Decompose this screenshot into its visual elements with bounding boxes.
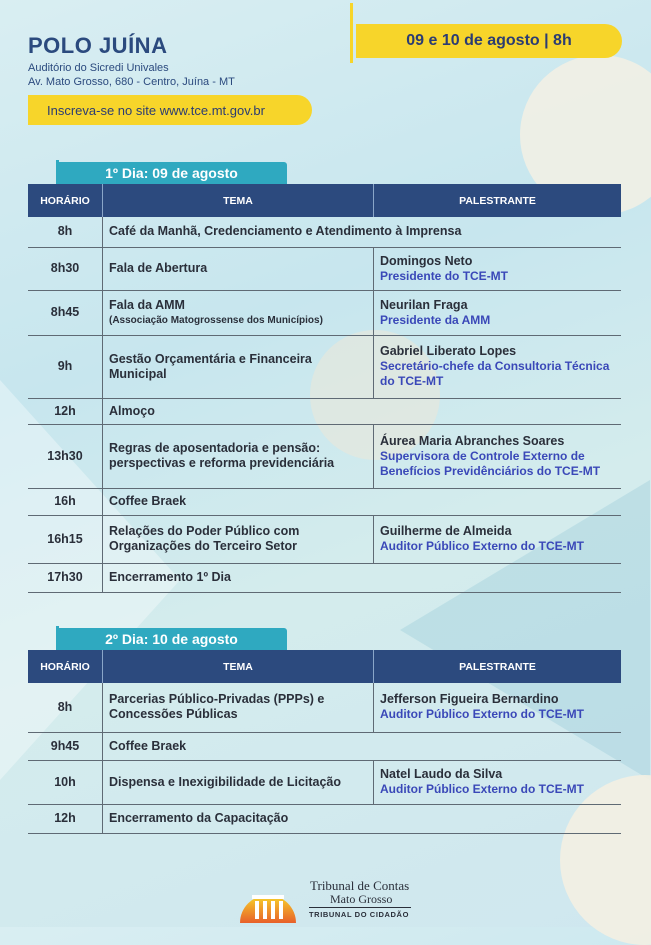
table-row [28, 563, 621, 592]
table-row [28, 247, 621, 290]
row-time: 12h [28, 804, 103, 833]
row-topic-text: Coffee Braek [109, 738, 187, 753]
logo-tagline: TRIBUNAL DO CIDADÃO [309, 910, 410, 919]
table-row [28, 488, 621, 515]
row-topic [103, 335, 374, 398]
speaker-name: Neurilan Fraga [380, 297, 468, 312]
row-time: 8h30 [28, 247, 103, 290]
row-time: 9h45 [28, 732, 103, 760]
day2-schedule-table [28, 650, 621, 834]
speaker-name: Natel Laudo da Silva [380, 767, 503, 781]
row-topic [103, 563, 622, 592]
logo-line2: Mato Grosso [330, 892, 393, 906]
row-time: 8h45 [28, 290, 103, 335]
row-time: 8h [28, 217, 103, 247]
row-speaker [374, 335, 622, 398]
row-topic [103, 424, 374, 488]
page-title: POLO JUÍNA [28, 33, 168, 58]
speaker-name: Gabriel Liberato Lopes [380, 344, 517, 358]
row-topic [103, 488, 622, 515]
row-topic-text: Almoço [109, 403, 155, 418]
row-topic [103, 732, 622, 760]
row-topic-text: Regras de aposentadoria e pensão: perspectivas e reforma previdenciária [109, 441, 335, 470]
row-speaker [374, 290, 622, 335]
speaker-name: Jefferson Figueira Bernardino [380, 692, 559, 707]
day2-tab: 2º Dia: 10 de agosto [56, 628, 287, 650]
row-topic [103, 515, 374, 563]
row-topic-text: Coffee Braek [109, 494, 187, 508]
row-time: 12h [28, 398, 103, 424]
table-row [28, 217, 621, 247]
row-topic [103, 398, 622, 424]
logo-divider [309, 907, 411, 908]
row-speaker [374, 515, 622, 563]
signup-link[interactable]: Inscreva-se no site www.tce.mt.gov.br [28, 95, 312, 125]
table-row [28, 424, 621, 488]
row-topic-text: Gestão Orçamentária e Financeira Municipal [109, 351, 312, 381]
day1-tab: 1º Dia: 09 de agosto [56, 162, 287, 184]
table-row [28, 732, 621, 760]
speaker-role: Presidente do TCE-MT [380, 268, 509, 283]
row-time: 9h [28, 335, 103, 398]
day1-schedule-table [28, 184, 621, 593]
speaker-name: Áurea Maria Abranches Soares [380, 433, 565, 448]
column-header-topic: TEMA [103, 184, 374, 217]
row-topic-text: Fala da AMM [109, 297, 185, 312]
row-topic-text: Dispensa e Inexigibilidade de Licitação [109, 774, 342, 789]
speaker-role: Supervisora de Controle Externo de Benefícios Previdênciários do TCE-MT [380, 448, 601, 478]
column-header-speaker: PALESTRANTE [374, 650, 622, 683]
speaker-role: Auditor Público Externo do TCE-MT [380, 539, 584, 553]
speaker-role: Secretário-chefe da Consultoria Técnica do TCE-MT [380, 359, 610, 388]
speaker-role: Auditor Público Externo do TCE-MT [380, 707, 584, 722]
row-topic [103, 217, 622, 247]
row-topic-text: Encerramento da Capacitação [109, 811, 289, 825]
row-speaker [374, 424, 622, 488]
table-row [28, 683, 621, 732]
row-topic [103, 247, 374, 290]
table-row [28, 515, 621, 563]
table-header-row [28, 184, 621, 217]
table-row [28, 760, 621, 804]
row-topic-text: Relações do Poder Público com Organizações do Terceiro Setor [109, 524, 300, 553]
table-row [28, 290, 621, 335]
column-header-time: HORÁRIO [28, 650, 103, 683]
column-header-topic: TEMA [103, 650, 374, 683]
row-time: 13h30 [28, 424, 103, 488]
table-header-row [28, 650, 621, 683]
venue-name: Auditório do Sicredi Univales [28, 62, 169, 74]
tce-columns-logo-icon [238, 873, 298, 923]
column-header-time: HORÁRIO [28, 184, 103, 217]
row-time: 10h [28, 760, 103, 804]
row-time: 17h30 [28, 563, 103, 592]
row-speaker [374, 760, 622, 804]
row-topic [103, 683, 374, 732]
row-topic-subtitle: (Associação Matogrossense dos Municípios) [109, 314, 323, 326]
row-topic [103, 760, 374, 804]
speaker-name: Domingos Neto [380, 253, 473, 268]
logo-line1: Tribunal de Contas [310, 878, 410, 893]
row-speaker [374, 683, 622, 732]
row-time: 16h15 [28, 515, 103, 563]
speaker-name: Guilherme de Almeida [380, 524, 512, 538]
column-header-speaker: PALESTRANTE [374, 184, 622, 217]
table-row [28, 398, 621, 424]
row-topic-text: Café da Manhã, Credenciamento e Atendimento à Imprensa [109, 224, 462, 239]
row-time: 8h [28, 683, 103, 732]
venue-address: Av. Mato Grosso, 680 - Centro, Juína - MT [28, 76, 235, 88]
speaker-role: Auditor Público Externo do TCE-MT [380, 782, 584, 796]
table-row [28, 335, 621, 398]
row-topic [103, 804, 622, 833]
event-dates-badge: 09 e 10 de agosto | 8h [356, 24, 622, 58]
date-accent-bar [350, 3, 353, 63]
speaker-role: Presidente da AMM [380, 312, 491, 327]
table-row [28, 804, 621, 833]
row-topic-text: Fala de Abertura [109, 261, 208, 275]
row-topic [103, 290, 374, 335]
row-topic-text: Encerramento 1º Dia [109, 570, 231, 584]
row-time: 16h [28, 488, 103, 515]
row-topic-text: Parcerias Público-Privadas (PPPs) e Concessões Públicas [109, 692, 325, 722]
row-speaker [374, 247, 622, 290]
